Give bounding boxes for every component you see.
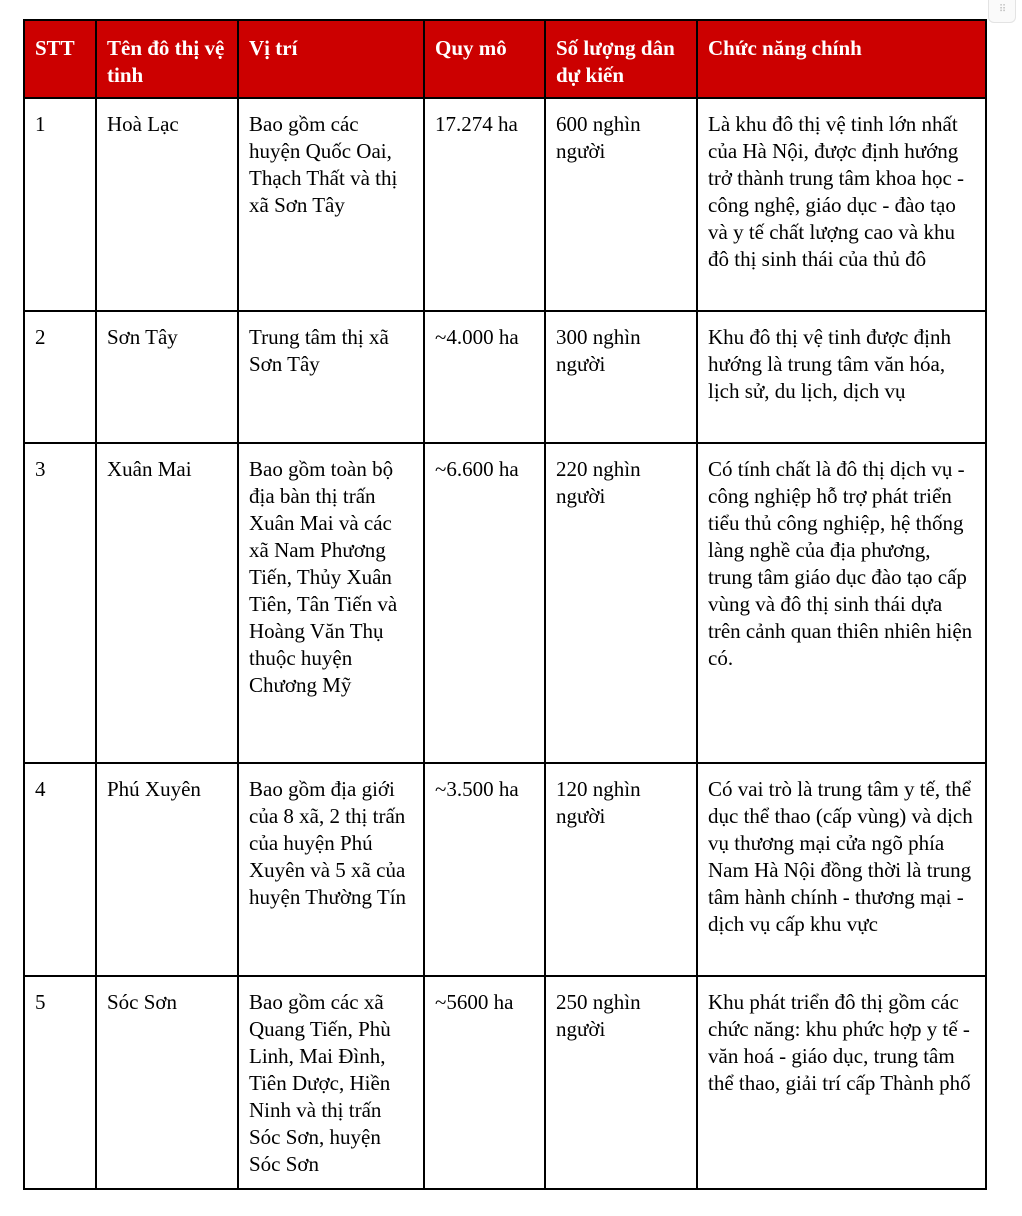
header-stt: STT: [24, 20, 96, 98]
cell-stt: 4: [24, 763, 96, 976]
cell-stt: 5: [24, 976, 96, 1189]
cell-location: Trung tâm thị xã Sơn Tây: [238, 311, 424, 443]
cell-function: Có vai trò là trung tâm y tế, thể dục thể thao (cấp vùng) và dịch vụ thương mại cửa ngõ phía Nam Hà Nội đồng thời là trung tâm hành chính - thương mại - dịch vụ cấp khu vực: [697, 763, 986, 976]
cell-function: Khu phát triển đô thị gồm các chức năng: khu phức hợp y tế - văn hoá - giáo dục, trung tâm thể thao, giải trí cấp Thành phố: [697, 976, 986, 1189]
table-row: [24, 763, 986, 976]
header-population: Số lượng dân dự kiến: [545, 20, 697, 98]
header-scale: Quy mô: [424, 20, 545, 98]
cell-population: 250 nghìn người: [545, 976, 697, 1189]
cell-name: Phú Xuyên: [96, 763, 238, 976]
cell-function: Khu đô thị vệ tinh được định hướng là trung tâm văn hóa, lịch sử, du lịch, dịch vụ: [697, 311, 986, 443]
cell-function: Là khu đô thị vệ tinh lớn nhất của Hà Nội, được định hướng trở thành trung tâm khoa học - công nghệ, giáo dục - đào tạo và y tế chất lượng cao và khu đô thị sinh thái của thủ đô: [697, 98, 986, 311]
cell-scale: ~4.000 ha: [424, 311, 545, 443]
cell-population: 300 nghìn người: [545, 311, 697, 443]
header-function: Chức năng chính: [697, 20, 986, 98]
header-name: Tên đô thị vệ tinh: [96, 20, 238, 98]
cell-location: Bao gồm địa giới của 8 xã, 2 thị trấn của huyện Phú Xuyên và 5 xã của huyện Thường Tín: [238, 763, 424, 976]
cell-stt: 2: [24, 311, 96, 443]
cell-scale: 17.274 ha: [424, 98, 545, 311]
cell-stt: 1: [24, 98, 96, 311]
cell-name: Sóc Sơn: [96, 976, 238, 1189]
table-row: [24, 443, 986, 763]
cell-population: 220 nghìn người: [545, 443, 697, 763]
cell-name: Xuân Mai: [96, 443, 238, 763]
cell-scale: ~5600 ha: [424, 976, 545, 1189]
grid-dots-icon[interactable]: ⠿: [988, 0, 1016, 23]
table-row: [24, 976, 986, 1189]
cell-scale: ~6.600 ha: [424, 443, 545, 763]
cell-function: Có tính chất là đô thị dịch vụ - công nghiệp hỗ trợ phát triển tiểu thủ công nghiệp, hệ thống làng nghề của địa phương, trung tâm giáo dục đào tạo cấp vùng và đô thị sinh thái dựa trên cảnh quan thiên nhiên hiện có.: [697, 443, 986, 763]
cell-name: Sơn Tây: [96, 311, 238, 443]
cell-scale: ~3.500 ha: [424, 763, 545, 976]
satellite-cities-table: [23, 19, 987, 1190]
cell-name: Hoà Lạc: [96, 98, 238, 311]
table-row: [24, 98, 986, 311]
cell-location: Bao gồm các xã Quang Tiến, Phù Linh, Mai Đình, Tiên Dược, Hiền Ninh và thị trấn Sóc Sơn, huyện Sóc Sơn: [238, 976, 424, 1189]
cell-stt: 3: [24, 443, 96, 763]
table-header-row: [24, 20, 986, 98]
cell-population: 120 nghìn người: [545, 763, 697, 976]
header-location: Vị trí: [238, 20, 424, 98]
table-row: [24, 311, 986, 443]
cell-location: Bao gồm toàn bộ địa bàn thị trấn Xuân Mai và các xã Nam Phương Tiến, Thủy Xuân Tiên, Tân Tiến và Hoàng Văn Thụ thuộc huyện Chương Mỹ: [238, 443, 424, 763]
cell-population: 600 nghìn người: [545, 98, 697, 311]
cell-location: Bao gồm các huyện Quốc Oai, Thạch Thất và thị xã Sơn Tây: [238, 98, 424, 311]
